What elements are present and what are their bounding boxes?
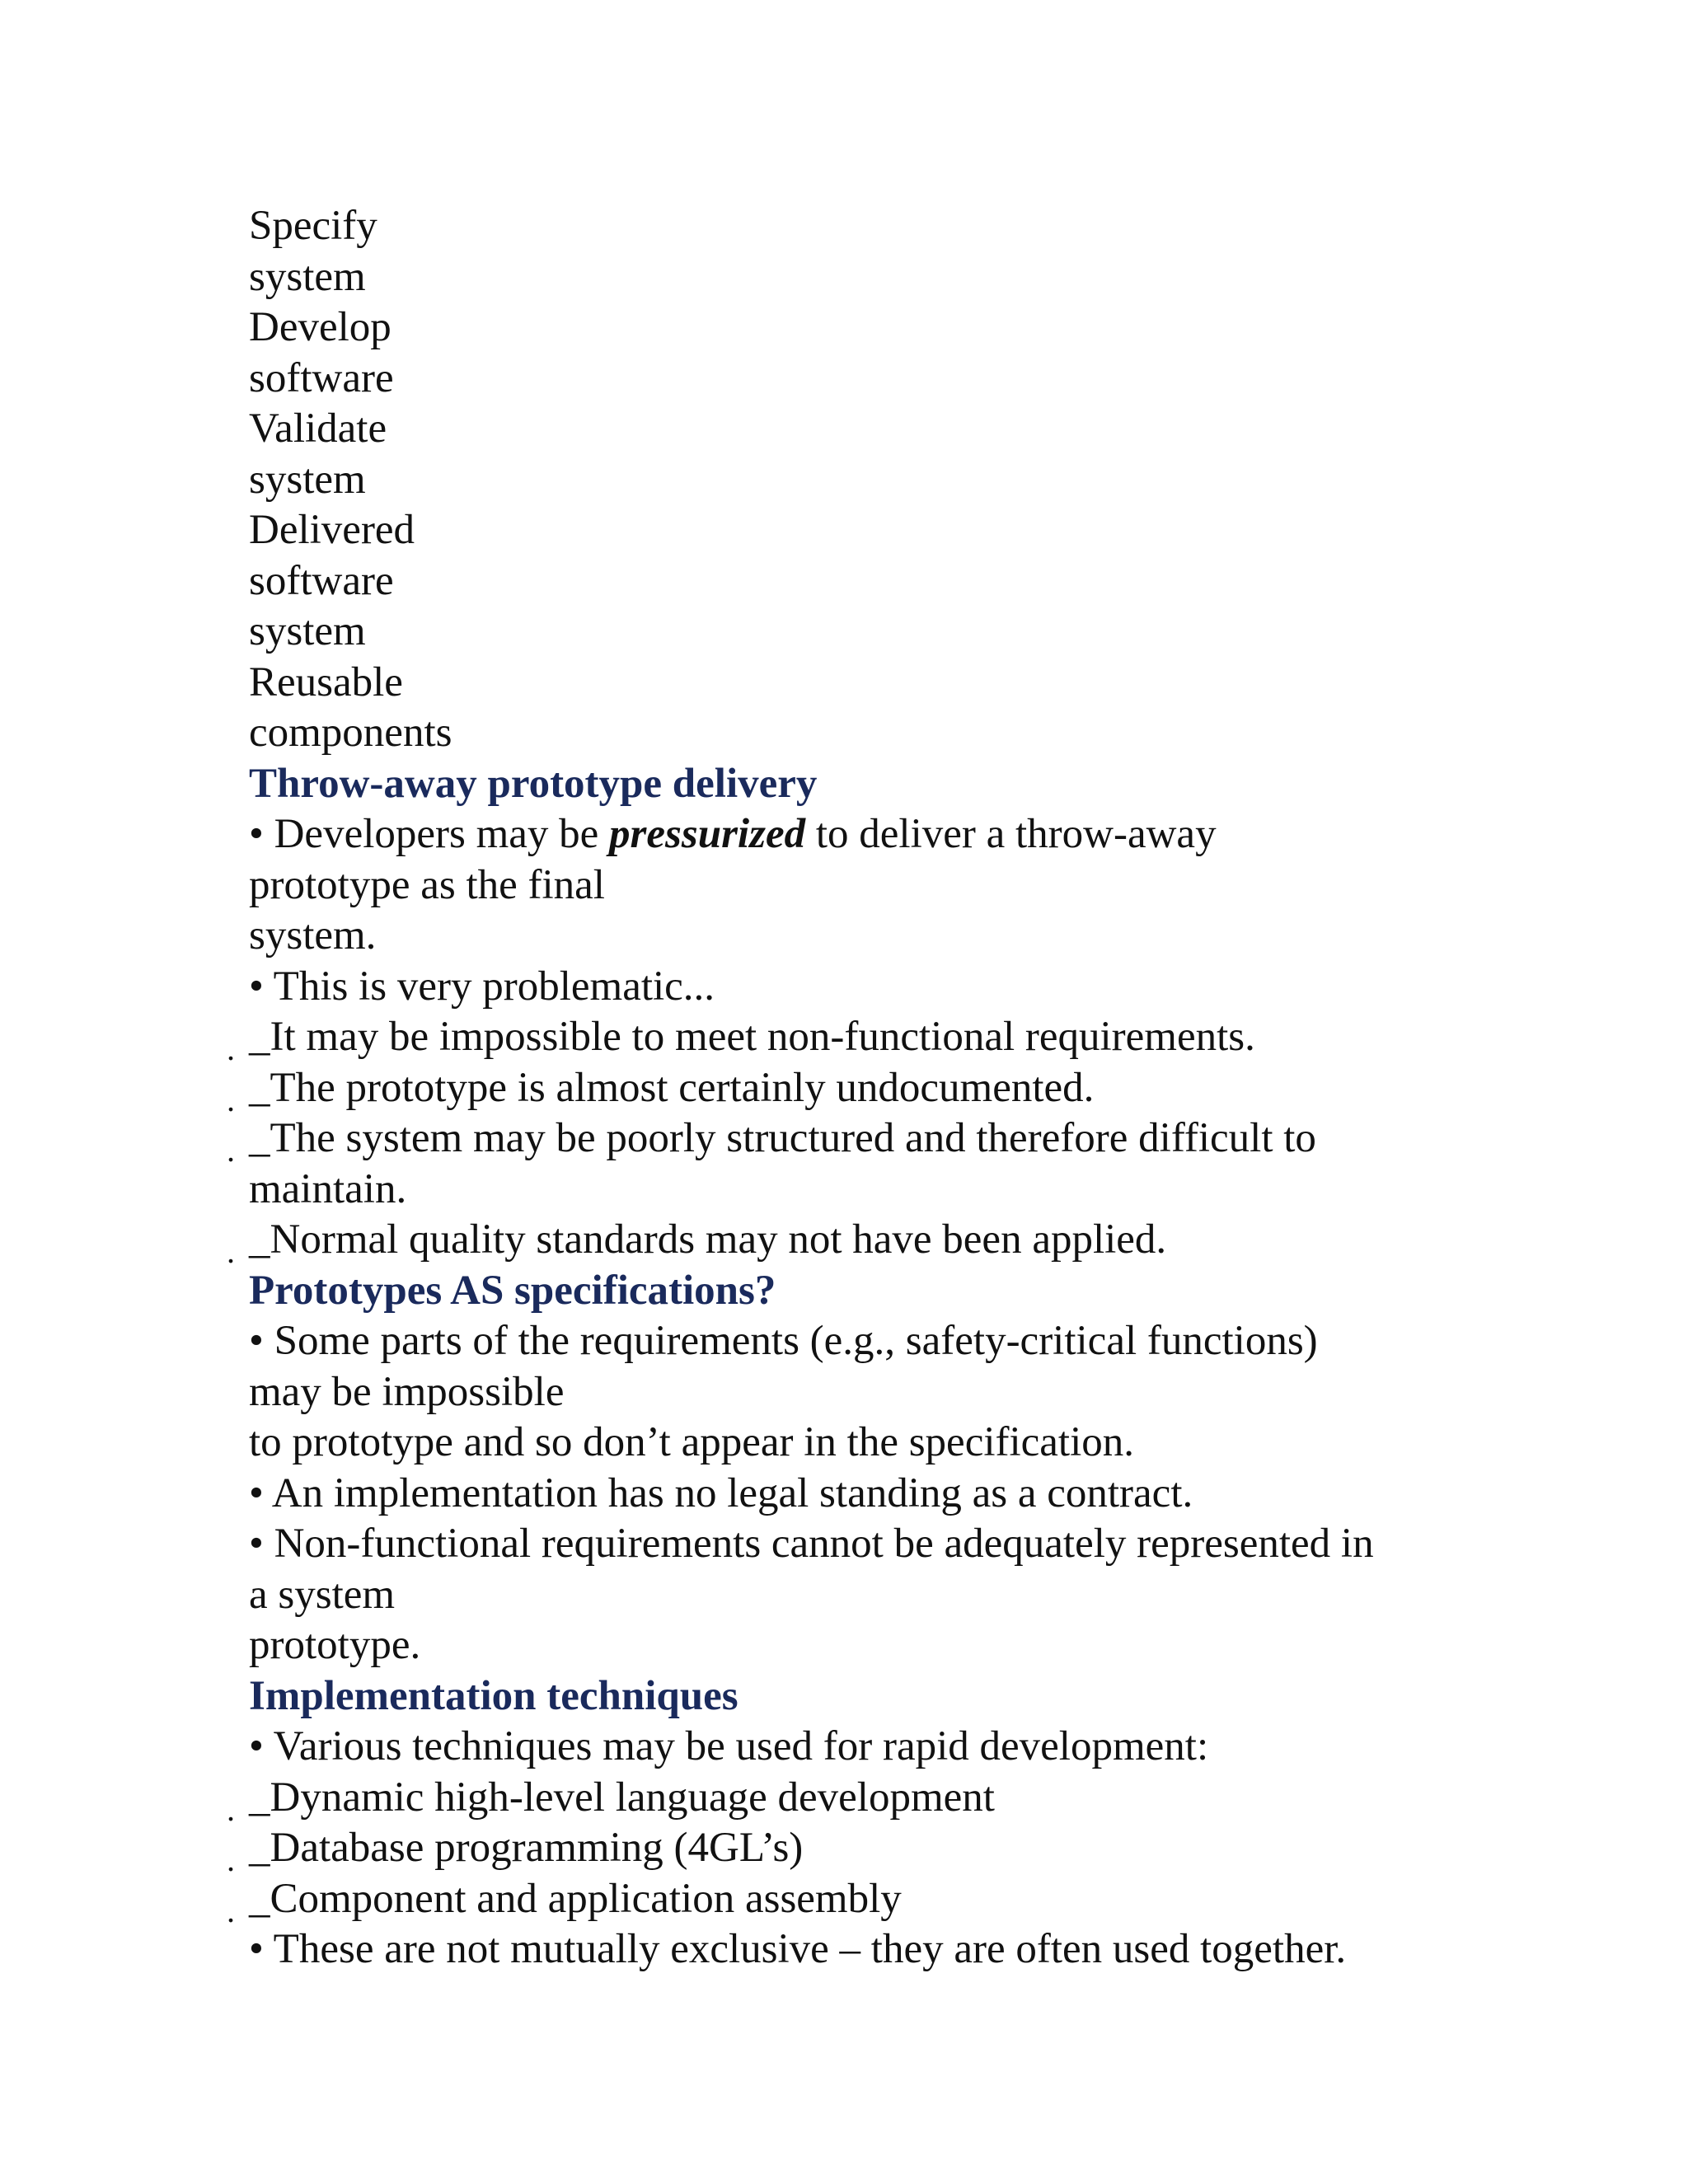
bullet-continuation: to prototype and so don’t appear in the specification. — [249, 1419, 1135, 1465]
sub-bullet-line — [227, 1215, 1535, 1270]
diagram-label: components — [249, 710, 452, 756]
sub-bullet-marker: . — [227, 1030, 235, 1067]
sub-bullet-marker: . — [227, 1080, 235, 1118]
diagram-label: software — [249, 354, 394, 401]
emphasis-text: pressurized — [609, 811, 806, 857]
diagram-label: Specify — [249, 203, 377, 249]
sub-bullet-text: _Component and application assembly — [249, 1875, 902, 1922]
sub-bullet-line — [227, 1012, 1535, 1067]
bullet-line — [249, 809, 1535, 860]
bullet-line: • These are not mutually exclusive – they are often used together. — [249, 1926, 1347, 1972]
sub-bullet-text: _The system may be poorly structured and therefore difficult to — [249, 1115, 1316, 1161]
sub-bullet-line — [227, 1113, 1535, 1169]
sub-bullet-marker: . — [227, 1891, 235, 1929]
bullet-line: • Some parts of the requirements (e.g., safety-critical functions) — [249, 1318, 1318, 1364]
diagram-label: Develop — [249, 304, 392, 350]
bullet-text: to deliver a throw-away — [805, 811, 1217, 857]
sub-bullet-text: _Dynamic high-level language development — [249, 1774, 995, 1821]
sub-bullet-line — [227, 1063, 1535, 1118]
sub-bullet-marker: . — [227, 1841, 235, 1878]
bullet-continuation: may be impossible — [249, 1368, 565, 1415]
diagram-label: Validate — [249, 405, 387, 452]
bullet-text: • Developers may be — [249, 811, 610, 857]
bullet-line: • An implementation has no legal standing as a contract. — [249, 1469, 1193, 1516]
sub-bullet-marker: . — [227, 1790, 235, 1828]
sub-bullet-continuation: maintain. — [249, 1165, 407, 1212]
diagram-label: Reusable — [249, 658, 403, 705]
bullet-continuation: prototype. — [249, 1622, 421, 1668]
bullet-continuation: a system — [249, 1571, 396, 1618]
diagram-label: system — [249, 253, 366, 300]
bullet-continuation: system. — [249, 912, 377, 958]
diagram-label: Delivered — [249, 507, 415, 553]
bullet-line: • Various techniques may be used for rapid development: — [249, 1723, 1209, 1769]
sub-bullet-text: _Normal quality standards may not have been applied. — [249, 1216, 1167, 1263]
diagram-label: software — [249, 557, 394, 604]
sub-bullet-text: _It may be impossible to meet non-functional requirements. — [249, 1014, 1255, 1060]
section-heading-implementation: Implementation techniques — [249, 1672, 738, 1719]
sub-bullet-line — [227, 1823, 1535, 1878]
sub-bullet-line — [227, 1874, 1535, 1929]
bullet-line: • This is very problematic... — [249, 963, 715, 1010]
bullet-continuation: prototype as the final — [249, 861, 605, 908]
section-heading-prototypes-as-specs: Prototypes AS specifications? — [249, 1267, 776, 1314]
section-heading-throw-away: Throw-away prototype delivery — [249, 760, 818, 807]
sub-bullet-text: _Database programming (4GL’s) — [249, 1825, 804, 1871]
diagram-label: system — [249, 608, 366, 654]
sub-bullet-marker: . — [227, 1233, 235, 1270]
sub-bullet-text: _The prototype is almost certainly undocumented. — [249, 1064, 1095, 1111]
document-body — [227, 201, 1535, 1975]
sub-bullet-marker: . — [227, 1132, 235, 1169]
diagram-label: system — [249, 456, 366, 503]
bullet-line: • Non-functional requirements cannot be adequately represented in — [249, 1521, 1374, 1567]
sub-bullet-line — [227, 1773, 1535, 1828]
